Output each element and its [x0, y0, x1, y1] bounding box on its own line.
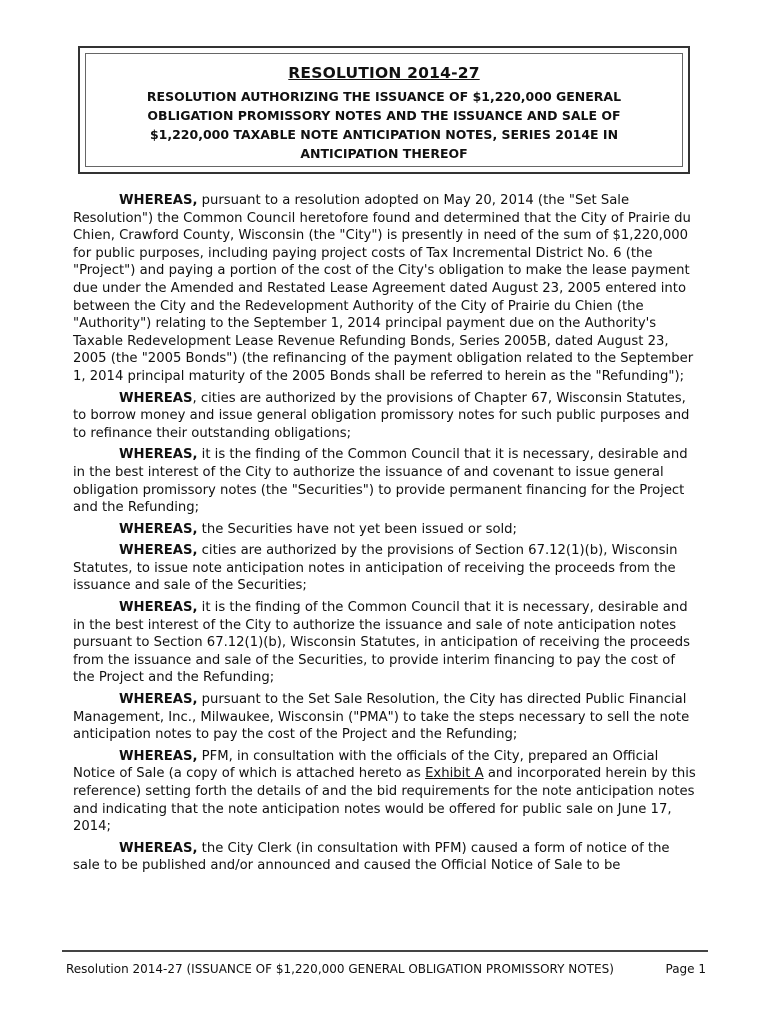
whereas-paragraph: [73, 599, 699, 687]
whereas-paragraph: [73, 840, 699, 875]
paragraph-text: cities are authorized by the provisions of Section 67.12(1)(b), Wisconsin Statutes, to issue note anticipation notes in anticipation of receiving the proceeds from the issuance and sale of the Securities;: [73, 543, 678, 594]
whereas-paragraph: [73, 521, 699, 539]
whereas-lead: WHEREAS,: [119, 447, 198, 463]
paragraph-text: the City Clerk (in consultation with PFM) caused a form of notice of the sale to be published and/or announced and caused the Official Notice of Sale to be: [73, 840, 670, 874]
resolution-subtitle: [114, 87, 654, 163]
paragraph-text: and incorporated herein by this reference) setting forth the details of and the bid requirements for the note anticipation notes and indicating that the note anticipation notes would be offered for public sale on June 17, 2014;: [73, 766, 696, 835]
footer-rule: [62, 950, 708, 952]
whereas-lead: WHEREAS,: [119, 193, 198, 208]
whereas-lead: WHEREAS,: [119, 692, 198, 708]
whereas-paragraph-exhibit: [73, 748, 699, 836]
whereas-lead: WHEREAS,: [119, 748, 198, 764]
whereas-paragraph: [73, 446, 699, 516]
whereas-lead: WHEREAS,: [119, 521, 198, 537]
paragraph-text: it is the finding of the Common Council that it is necessary, desirable and in the best interest of the City to authorize the issuance of and covenant to issue general obligation promissory notes (the "Securities") to provide permanent financing for the Project and the Refunding;: [73, 447, 688, 516]
subtitle-line: OBLIGATION PROMISSORY NOTES AND THE ISSUANCE AND SALE OF: [147, 108, 621, 123]
page-footer: [66, 962, 706, 976]
title-box: [78, 46, 690, 174]
paragraph-text: pursuant to the Set Sale Resolution, the City has directed Public Financial Management, Inc., Milwaukee, Wisconsin ("PMA") to take the steps necessary to sell the note anticipation notes to pay the cost of the Project and the Refunding;: [73, 692, 690, 743]
document-body: [73, 192, 699, 879]
paragraph-text: PFM, in consultation with the officials of the City, prepared an Official Notice of Sale (a copy of which is attached hereto as: [73, 748, 659, 782]
exhibit-a-reference: Exhibit A: [425, 766, 484, 782]
whereas-paragraph: [73, 390, 699, 443]
subtitle-line: ANTICIPATION THEREOF: [300, 146, 468, 161]
whereas-paragraph: [73, 192, 699, 386]
whereas-lead: WHEREAS: [119, 390, 193, 406]
whereas-lead: WHEREAS,: [119, 840, 198, 856]
footer-title: Resolution 2014-27 (ISSUANCE OF $1,220,000 GENERAL OBLIGATION PROMISSORY NOTES): [66, 962, 614, 976]
whereas-paragraph: [73, 691, 699, 744]
whereas-lead: WHEREAS,: [119, 543, 198, 559]
subtitle-line: RESOLUTION AUTHORIZING THE ISSUANCE OF $1,220,000 GENERAL: [146, 89, 622, 104]
whereas-lead: WHEREAS,: [119, 600, 198, 616]
paragraph-text: , cities are authorized by the provisions of Chapter 67, Wisconsin Statutes, to borrow money and issue general obligation promissory notes for such public purposes and to refinance their outstanding obligations;: [73, 390, 690, 441]
page-number: Page 1: [665, 962, 706, 976]
resolution-title: RESOLUTION 2014-27: [288, 64, 480, 82]
subtitle-line: $1,220,000 TAXABLE NOTE ANTICIPATION NOTES, SERIES 2014E IN: [149, 127, 619, 142]
paragraph-text: pursuant to a resolution adopted on May 20, 2014 (the "Set Sale Resolution") the Common Council heretofore found and determined that the City of Prairie du Chien, Crawford County, Wisconsin (the "City") is presently in need of the sum of $1,220,000 for public purposes, including paying project costs of Tax Incremental District No. 6 (the "Project") and paying a portion of the cost of the City's obligation to make the lease payment due under the Amended and Restated Lease Agreement dated August 23, 2005 entered into between the City and the Redevelopment Authority of the City of Prairie du Chien (the "Authority") relating to the September 1, 2014 principal payment due on the Authority's Taxable Redevelopment Lease Revenue Refunding Bonds, Series 2005B, dated August 23, 2005 (the "2005 Bonds") (the refinancing of the payment obligation related to the September 1, 2014 principal maturity of the 2005 Bonds shall be referred to herein as the "Refunding");: [73, 193, 694, 384]
title-box-inner: [85, 53, 683, 167]
whereas-paragraph: [73, 542, 699, 595]
paragraph-text: the Securities have not yet been issued or sold;: [197, 521, 517, 537]
paragraph-text: it is the finding of the Common Council that it is necessary, desirable and in the best interest of the City to authorize the issuance and sale of note anticipation notes pursuant to Section 67.12(1)(b), Wisconsin Statutes, in anticipation of receiving the proceeds from the issuance and sale of the Securities, to provide interim financing to pay the cost of the Project and the Refunding;: [73, 600, 691, 686]
